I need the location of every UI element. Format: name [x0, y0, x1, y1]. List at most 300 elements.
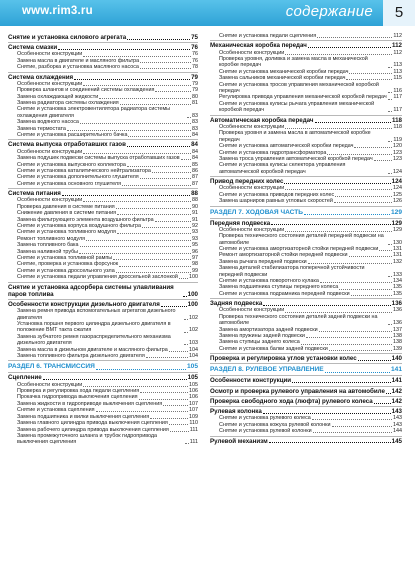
- section-divider: [210, 386, 402, 387]
- toc-entry-title: РАЗДЕЛ 6. ТРАНСМИССИЯ: [8, 363, 95, 371]
- toc-page-number: 103: [189, 340, 198, 347]
- dot-leader: [120, 104, 191, 105]
- toc-entry-title: Замена масла в дизельном двигателе и масляного фильтра: [17, 346, 168, 353]
- dot-leader: [146, 357, 188, 358]
- toc-entry-title: Замена жидкости в гидроприводе выключения сцепления: [17, 400, 163, 407]
- section-divider: [8, 188, 198, 189]
- dot-leader: [58, 49, 190, 50]
- dot-leader: [119, 266, 191, 267]
- dot-leader: [184, 319, 188, 320]
- toc-entry-title: Особенности конструкции: [219, 185, 285, 192]
- dot-leader: [83, 386, 188, 387]
- toc-entry-title: Снятие и установка адсорбера системы улавливания паров топлива: [8, 283, 174, 298]
- toc-page-number: 105: [187, 374, 198, 382]
- toc-chapter-entry[interactable]: [8, 190, 198, 197]
- toc-entry-title: Проверка и регулировка хода педали сцепления: [17, 388, 140, 395]
- toc-page-number: 81: [192, 100, 198, 107]
- toc-entry-title: Снятие и установка рулевого колеса: [219, 415, 311, 422]
- toc-entry-title: Снятие и установка топливной рампы: [17, 254, 113, 261]
- toc-entry[interactable]: [210, 162, 402, 175]
- toc-page-number: 110: [189, 420, 198, 427]
- toc-page-number: 97: [192, 254, 198, 261]
- toc-entry-title: Замена охлаждающей жидкости: [17, 93, 99, 100]
- toc-entry-title: Проверка шлангов и соединений системы охлаждения: [17, 87, 155, 94]
- section-title: содержание: [285, 3, 373, 20]
- dot-leader: [117, 233, 191, 234]
- toc-entry-title: Осмотр и проверка рулевого управления на автомобиле: [210, 387, 385, 395]
- toc-page-number: 123: [393, 155, 402, 162]
- toc-entry-title: Замена топливного фильтра дизельного двигателя: [17, 353, 145, 360]
- toc-page-number: 124: [391, 178, 402, 186]
- toc-page-number: 84: [191, 141, 198, 149]
- toc-page-number: 90: [192, 203, 198, 210]
- toc-entry-title: Особенности конструкции: [210, 377, 292, 385]
- toc-page-number: 131: [393, 245, 402, 252]
- toc-page-number: 125: [393, 191, 402, 198]
- toc-page-number: 79: [192, 87, 198, 94]
- toc-entry-title: Снятие и установка приводов передних колес: [219, 191, 335, 198]
- toc-chapter-entry[interactable]: [8, 301, 198, 308]
- toc-entry-title: Замена наливной трубы: [17, 248, 79, 255]
- toc-entry-title: Передняя подвеска: [210, 219, 271, 227]
- toc-page-number: 86: [192, 167, 198, 174]
- dot-leader: [155, 221, 191, 222]
- toc-entry-title: Особенности конструкции: [17, 381, 83, 388]
- toc-entry-title: Снятие и установка кожуха рулевой колонки: [219, 421, 331, 428]
- dot-leader: [43, 379, 187, 380]
- toc-entry-title: Замена рычага передней подвески: [219, 258, 307, 265]
- toc-page-number: 135: [393, 284, 402, 291]
- section-divider: [8, 282, 198, 283]
- toc-entry[interactable]: [210, 82, 402, 95]
- toc-page-number: 83: [192, 112, 198, 119]
- toc-entry-title: Прокачка гидропривода выключения сцепления: [17, 394, 138, 401]
- dot-leader: [79, 253, 191, 254]
- toc-entry-title: Автоматическая коробка передач: [210, 116, 314, 124]
- toc-page-number: 138: [393, 333, 402, 340]
- toc-entry[interactable]: [210, 233, 402, 246]
- dot-leader: [169, 424, 189, 425]
- toc-entry-title: Особенности конструкции: [17, 51, 83, 58]
- toc-entry-title: Снятие и установка балки задней подвески: [219, 345, 328, 352]
- toc-page-number: 85: [192, 161, 198, 168]
- dot-leader: [327, 154, 392, 155]
- toc-entry-title: Проверка технического состояния деталей передней подвески на автомобиле: [219, 233, 384, 246]
- section-divider: [210, 206, 402, 207]
- toc-chapter-entry[interactable]: [8, 374, 198, 381]
- dot-leader: [185, 443, 189, 444]
- toc-entry[interactable]: [210, 56, 402, 69]
- toc-page-number: 116: [393, 88, 402, 95]
- toc-page-number: 91: [192, 210, 198, 217]
- section-divider: [8, 42, 198, 43]
- toc-entry-title: Особенности конструкции: [17, 80, 83, 87]
- toc-entry-title: Установка поршня первого цилиндра дизельного двигателя в положение ВМТ такта сжатия: [17, 321, 171, 334]
- toc-entry[interactable]: [210, 130, 402, 143]
- toc-entry-title: РАЗДЕЛ 7. ХОДОВАЯ ЧАСТЬ: [210, 208, 304, 216]
- toc-page-number: 83: [192, 119, 198, 126]
- toc-entry-title: Снятие и установка подрамника передней подвески: [219, 290, 350, 297]
- dot-leader: [271, 224, 391, 225]
- toc-entry[interactable]: [8, 64, 198, 70]
- toc-page-number: 112: [393, 49, 402, 56]
- dot-leader: [139, 399, 188, 400]
- toc-entry-title: Замена пружины задней подвески: [219, 333, 305, 340]
- toc-chapter-entry[interactable]: [210, 117, 402, 124]
- section-divider: [8, 299, 198, 300]
- dot-leader: [334, 202, 392, 203]
- toc-entry-title: Снятие и установка механической коробки передач: [219, 68, 349, 75]
- section-divider: [210, 406, 402, 407]
- toc-entry-title: Снятие и установка электровентилятора радиатора системы охлаждения двигателя: [17, 106, 171, 119]
- toc-entry[interactable]: [210, 265, 402, 278]
- dot-leader: [388, 92, 392, 93]
- toc-page-number: 111: [189, 439, 198, 446]
- section-divider: [8, 372, 198, 373]
- dot-leader: [388, 111, 392, 112]
- toc-page-number: 133: [393, 271, 402, 278]
- toc-entry-title: Проверка и регулировка углов установки колес: [210, 355, 357, 363]
- toc-entry[interactable]: [8, 321, 198, 334]
- toc-entry-title: Замена масла в двигателе и масляного фильтра: [17, 57, 140, 64]
- toc-column-right: [210, 33, 402, 445]
- toc-entry-title: Снятие и установка сцепления: [17, 407, 95, 414]
- toc-page-number: 143: [391, 408, 402, 416]
- toc-entry-title: Замена термостата: [17, 125, 66, 132]
- dot-leader: [388, 67, 392, 68]
- toc-entry-title: Снятие и установка тросов управления механической коробкой передач: [219, 81, 379, 95]
- toc-page-number: 113: [393, 68, 402, 75]
- toc-entry-title: Замена главного цилиндра привода выключения сцепления: [17, 420, 168, 427]
- dot-leader: [83, 56, 191, 57]
- toc-entry-title: Проверка свободного хода (люфта) рулевого колеса: [210, 397, 373, 405]
- toc-page-number: 104: [189, 346, 198, 353]
- dot-leader: [308, 47, 391, 48]
- toc-entry-title: Снятие и установка основного глушителя: [17, 180, 121, 187]
- toc-page-number: 84: [192, 132, 198, 139]
- toc-page-number: 105: [189, 381, 198, 388]
- toc-chapter-entry[interactable]: [210, 42, 402, 49]
- toc-entry-title: Замена фильтрующего элемента воздушного фильтра: [17, 216, 154, 223]
- toc-page-number: 87: [192, 180, 198, 187]
- toc-entry-title: Система смазки: [8, 44, 58, 52]
- dot-leader: [292, 382, 391, 383]
- toc-page-number: 105: [186, 363, 198, 371]
- toc-entry[interactable]: [8, 308, 198, 321]
- toc-page-number: 100: [189, 274, 198, 281]
- toc-entry-title: Замена шарниров равных угловых скоростей: [219, 198, 333, 205]
- toc-page-number: 129: [390, 208, 402, 216]
- dot-leader: [386, 393, 391, 394]
- toc-page-number: 102: [189, 327, 198, 334]
- toc-entry-title: Снижение давления в системе питания: [17, 210, 117, 217]
- toc-chapter-entry[interactable]: [210, 300, 402, 307]
- toc-page-number: 102: [189, 314, 198, 321]
- dot-leader: [301, 344, 392, 345]
- toc-page-number: 120: [393, 143, 402, 150]
- toc-page-number: 88: [192, 197, 198, 204]
- toc-page-number: 78: [192, 64, 198, 71]
- dot-leader: [170, 431, 189, 432]
- toc-section-heading[interactable]: [210, 366, 402, 374]
- toc-entry[interactable]: [8, 353, 198, 359]
- toc-page-number: 91: [192, 216, 198, 223]
- toc-entry-title: Снятие и установка корпуса воздушного фильтра: [17, 222, 142, 229]
- dot-leader: [339, 289, 392, 290]
- toc-page-number: 76: [192, 57, 198, 64]
- toc-chapter-entry[interactable]: [8, 284, 198, 298]
- dot-leader: [319, 331, 392, 332]
- toc-page-number: 80: [192, 93, 198, 100]
- dot-leader: [113, 259, 191, 260]
- toc-entry-title: Задняя подвеска: [210, 300, 263, 308]
- toc-chapter-entry[interactable]: [210, 438, 402, 445]
- toc-page-number: 115: [393, 75, 402, 82]
- toc-entry-title: Особенности конструкции: [219, 307, 285, 314]
- toc-entry-title: Снятие и установка автоматической коробки передач: [219, 143, 354, 150]
- dot-leader: [388, 324, 392, 325]
- toc-column-left: [8, 33, 198, 446]
- toc-page-number: 93: [192, 229, 198, 236]
- toc-entry-title: Снятие и установка амортизаторной стойки передней подвески: [219, 245, 379, 252]
- toc-page-number: 129: [393, 226, 402, 233]
- toc-page-number: 79: [192, 80, 198, 87]
- toc-page-number: 84: [192, 155, 198, 162]
- page-number: 5: [383, 0, 415, 26]
- toc-entry[interactable]: [8, 181, 198, 187]
- toc-page-number: 124: [393, 185, 402, 192]
- toc-page-number: 145: [391, 437, 402, 445]
- toc-entry-title: Проверка уровня и замена масла в автоматической коробке передач: [219, 130, 371, 143]
- toc-entry-title: Замена водяного насоса: [17, 119, 79, 126]
- toc-page-number: 98: [192, 261, 198, 268]
- toc-entry[interactable]: [210, 314, 402, 327]
- toc-entry[interactable]: [210, 428, 402, 434]
- dot-leader: [332, 426, 393, 427]
- dot-leader: [308, 263, 392, 264]
- dot-leader: [351, 295, 392, 296]
- section-divider: [210, 396, 402, 397]
- dot-leader: [315, 122, 392, 123]
- toc-page-number: 139: [393, 345, 402, 352]
- toc-entry-title: РАЗДЕЛ 8. РУЛЕВОЕ УПРАВЛЕНИЕ: [210, 366, 324, 374]
- dot-leader: [152, 172, 191, 173]
- toc-page-number: 112: [392, 42, 402, 50]
- toc-entry-title: Ремонт топливного модуля: [17, 235, 86, 242]
- dot-leader: [161, 306, 187, 307]
- toc-chapter-entry[interactable]: [8, 74, 198, 81]
- toc-entry-title: Система выпуска отработавших газов: [8, 141, 126, 149]
- toc-entry-title: Снятие, разборка и установка масляного насоса: [17, 64, 139, 71]
- dot-leader: [263, 413, 391, 414]
- toc-chapter-entry[interactable]: [210, 408, 402, 415]
- section-divider: [210, 375, 402, 376]
- dot-leader: [349, 73, 392, 74]
- toc-entry-title: Снятие и установка кулисы селектора управления автоматической коробкой передач: [219, 162, 346, 175]
- toc-entry-title: Регулировка привода управления механической коробкой передач: [219, 94, 387, 101]
- toc-entry-title: Привод передних колес: [210, 178, 284, 186]
- toc-entry[interactable]: [8, 132, 198, 138]
- dot-leader: [285, 312, 392, 313]
- dot-leader: [150, 418, 188, 419]
- toc-entry-title: Снятие и установка дополнительного глушителя: [17, 174, 139, 181]
- toc-page-number: 109: [189, 413, 198, 420]
- toc-page-number: 132: [393, 258, 402, 265]
- toc-page-number: 76: [192, 51, 198, 58]
- toc-page-number: 99: [192, 267, 198, 274]
- dot-leader: [181, 159, 191, 160]
- section-divider: [210, 218, 402, 219]
- toc-entry-title: Система охлаждения: [8, 73, 74, 81]
- dot-leader: [127, 146, 190, 147]
- toc-entry-title: Снятие и установка расширительного бачка: [17, 132, 128, 139]
- toc-page-number: 143: [393, 415, 402, 422]
- toc-entry-title: Замена подушек подвески системы выпуска отработавших газов: [17, 155, 180, 162]
- dot-leader: [187, 117, 191, 118]
- toc-entry-title: Замена радиатора системы охлаждения: [17, 100, 119, 107]
- toc-entry[interactable]: [8, 334, 198, 347]
- dot-leader: [116, 208, 191, 209]
- toc-entry-title: Особенности конструкции: [219, 49, 285, 56]
- dot-leader: [116, 272, 191, 273]
- dot-leader: [388, 244, 392, 245]
- toc-page-number: 104: [189, 353, 198, 360]
- toc-page-number: 107: [189, 407, 198, 414]
- toc-entry-title: Снятие и установка кулисы рычага управления механической коробкой передач: [219, 100, 375, 114]
- toc-entry-title: Снятие и установка поворотного кулака: [219, 278, 319, 284]
- dot-leader: [96, 411, 188, 412]
- dot-leader: [285, 128, 392, 129]
- toc-page-number: 138: [393, 339, 402, 346]
- toc-page-number: 88: [191, 190, 198, 198]
- dot-leader: [306, 337, 392, 338]
- toc-page-number: 96: [192, 248, 198, 255]
- toc-entry-title: Замена зубчатого ремня газораспределительного механизма дизельного двигателя: [17, 333, 171, 347]
- toc-page-number: 83: [192, 125, 198, 132]
- toc-entry-title: Снятие и установка гидротрансформатора: [219, 149, 327, 156]
- toc-entry-title: Снятие и установка силового агрегата: [8, 34, 127, 41]
- toc-entry-title: Особенности конструкции: [219, 123, 285, 130]
- toc-entry[interactable]: [210, 198, 402, 204]
- toc-entry-title: Снятие и установка дроссельного узла: [17, 267, 115, 274]
- dot-leader: [312, 419, 392, 420]
- dot-leader: [285, 231, 392, 232]
- toc-page-number: 135: [393, 290, 402, 297]
- toc-page-number: 136: [393, 307, 402, 314]
- toc-entry-title: Проверка уровня, доливка и замена масла в механической коробке передач: [219, 56, 368, 69]
- toc-entry-title: Снятие и установка топливного модуля: [17, 229, 116, 236]
- dot-leader: [155, 91, 191, 92]
- section-divider: [210, 298, 402, 299]
- dot-leader: [80, 246, 191, 247]
- dot-leader: [349, 256, 392, 257]
- dot-leader: [184, 344, 188, 345]
- dot-leader: [128, 136, 191, 137]
- dot-leader: [117, 214, 191, 215]
- toc-entry-title: Снятие и установка выпускного коллектора: [17, 161, 126, 168]
- section-divider: [210, 363, 402, 364]
- toc-entry-title: Замена промежуточного шланга и трубок гидропривода выключения сцепления: [17, 432, 158, 446]
- dot-leader: [354, 147, 392, 148]
- toc-page-number: 134: [393, 278, 402, 284]
- toc-chapter-entry[interactable]: [210, 355, 402, 362]
- toc-entry[interactable]: [210, 346, 402, 352]
- toc-page-number: 142: [391, 397, 402, 405]
- toc-page-number: 141: [390, 366, 402, 374]
- dot-leader: [184, 332, 188, 333]
- toc-page-number: 126: [393, 198, 402, 205]
- toc-page-number: 123: [393, 149, 402, 156]
- toc-page-number: 130: [393, 239, 402, 246]
- toc-page-number: 106: [189, 388, 198, 395]
- dot-leader: [140, 62, 191, 63]
- toc-chapter-entry[interactable]: [210, 220, 402, 227]
- toc-chapter-entry[interactable]: [210, 388, 402, 395]
- toc-chapter-entry[interactable]: [8, 44, 198, 51]
- toc-section-heading[interactable]: [8, 363, 198, 371]
- toc-entry[interactable]: [210, 33, 402, 39]
- toc-page-number: 117: [393, 94, 402, 101]
- section-divider: [210, 40, 402, 41]
- toc-entry[interactable]: [210, 101, 402, 114]
- dot-leader: [99, 98, 191, 99]
- page-header: [0, 0, 415, 26]
- toc-entry-title: Замена топливного бака: [17, 242, 79, 249]
- toc-entry-title: Рулевой механизм: [210, 437, 268, 445]
- dot-leader: [127, 39, 190, 40]
- toc-page-number: 131: [393, 252, 402, 259]
- section-divider: [210, 353, 402, 354]
- toc-entry-title: Снятие, проверка и установка форсунок: [17, 261, 119, 268]
- toc-page-number: 111: [189, 426, 198, 433]
- toc-chapter-entry[interactable]: [210, 377, 402, 384]
- toc-entry-title: Система питания: [8, 190, 61, 198]
- toc-entry-title: Ремонт амортизаторной стойки передней подвески: [219, 252, 348, 259]
- section-divider: [8, 360, 198, 361]
- toc-page-number: 136: [393, 320, 402, 327]
- toc-section-heading[interactable]: [210, 209, 402, 217]
- toc-page-number: 144: [393, 428, 402, 435]
- dot-leader: [140, 68, 191, 69]
- toc-entry[interactable]: [8, 433, 198, 446]
- dot-leader: [388, 173, 392, 174]
- toc-entry[interactable]: [8, 274, 198, 280]
- dot-leader: [313, 432, 392, 433]
- dot-leader: [183, 296, 187, 297]
- dot-leader: [374, 403, 391, 404]
- toc-chapter-entry[interactable]: [8, 141, 198, 148]
- dot-leader: [320, 282, 392, 283]
- toc-page-number: 113: [393, 62, 402, 69]
- dot-leader: [80, 123, 191, 124]
- toc-page-number: 112: [393, 33, 402, 39]
- toc-chapter-entry[interactable]: [8, 34, 198, 41]
- dot-leader: [388, 276, 392, 277]
- dot-leader: [179, 278, 188, 279]
- dot-leader: [325, 372, 390, 373]
- toc-chapter-entry[interactable]: [210, 178, 402, 185]
- dot-leader: [127, 166, 191, 167]
- toc-chapter-entry[interactable]: [210, 398, 402, 405]
- toc-entry[interactable]: [8, 106, 198, 119]
- dot-leader: [335, 196, 392, 197]
- toc-entry-title: Особенности конструкции: [17, 197, 83, 204]
- dot-leader: [284, 183, 390, 184]
- toc-entry-title: Особенности конструкции: [17, 148, 83, 155]
- toc-entry[interactable]: [210, 291, 402, 297]
- toc-entry-title: Особенности конструкции: [219, 226, 285, 233]
- section-divider: [210, 115, 402, 116]
